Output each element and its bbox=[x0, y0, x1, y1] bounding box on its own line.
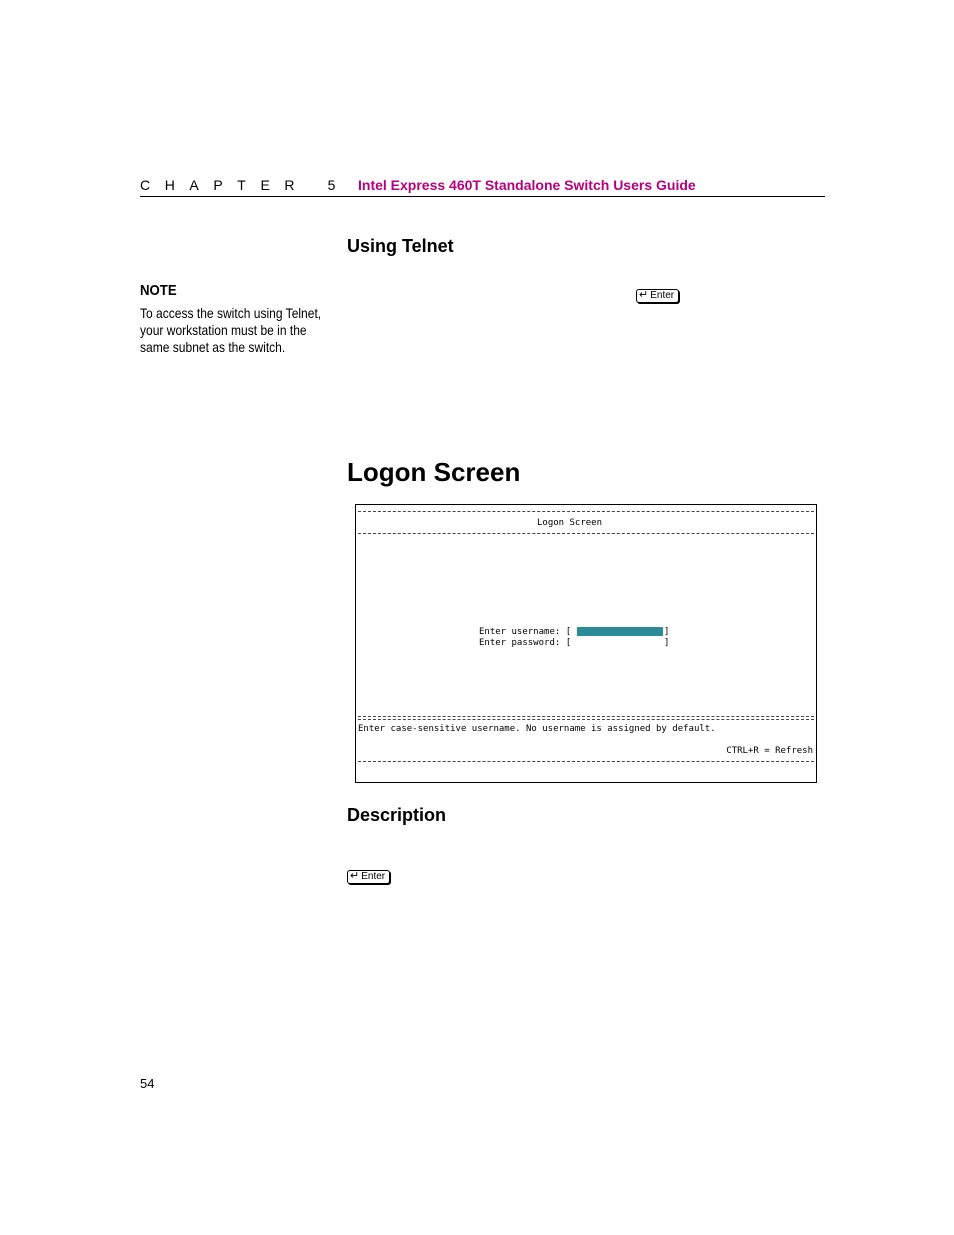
terminal-screen bbox=[355, 504, 817, 783]
username-bracket-close: ] bbox=[664, 627, 670, 637]
terminal-refresh-hint: CTRL+R = Refresh bbox=[726, 746, 813, 756]
enter-key-label: Enter bbox=[361, 870, 386, 882]
section-heading-using-telnet: Using Telnet bbox=[347, 236, 454, 256]
password-bracket-close: ] bbox=[664, 638, 670, 648]
terminal-rule-bottom bbox=[358, 761, 814, 762]
return-arrow-icon: ↵ bbox=[350, 870, 360, 882]
terminal-rule-top bbox=[358, 511, 814, 512]
return-arrow-icon: ↵ bbox=[639, 289, 649, 301]
note-heading: NOTE bbox=[140, 282, 177, 299]
section-heading-description: Description bbox=[347, 805, 447, 825]
guide-title: Intel Express 460T Standalone Switch Users Guide bbox=[358, 177, 696, 193]
terminal-rule-double bbox=[358, 716, 814, 720]
chapter-label: CHAPTER 5 bbox=[140, 177, 350, 193]
terminal-hint: Enter case-sensitive username. No username is assigned by default. bbox=[358, 724, 716, 734]
password-label: Enter password: [ bbox=[479, 638, 572, 648]
enter-key-glyph bbox=[636, 285, 679, 303]
header-rule bbox=[140, 196, 825, 197]
password-input[interactable] bbox=[577, 638, 663, 647]
username-label: Enter username: [ bbox=[479, 627, 572, 637]
note-text: To access the switch using Telnet, your workstation must be in the same subnet as the switch. bbox=[140, 305, 322, 355]
page-number: 54 bbox=[140, 1076, 155, 1091]
section-heading-logon-screen: Logon Screen bbox=[347, 457, 521, 487]
terminal-title: Logon Screen bbox=[537, 518, 603, 528]
enter-key-glyph-description bbox=[347, 866, 390, 884]
terminal-rule-under-title bbox=[358, 533, 814, 534]
username-input[interactable] bbox=[577, 627, 663, 636]
enter-key-label: Enter bbox=[650, 289, 675, 301]
